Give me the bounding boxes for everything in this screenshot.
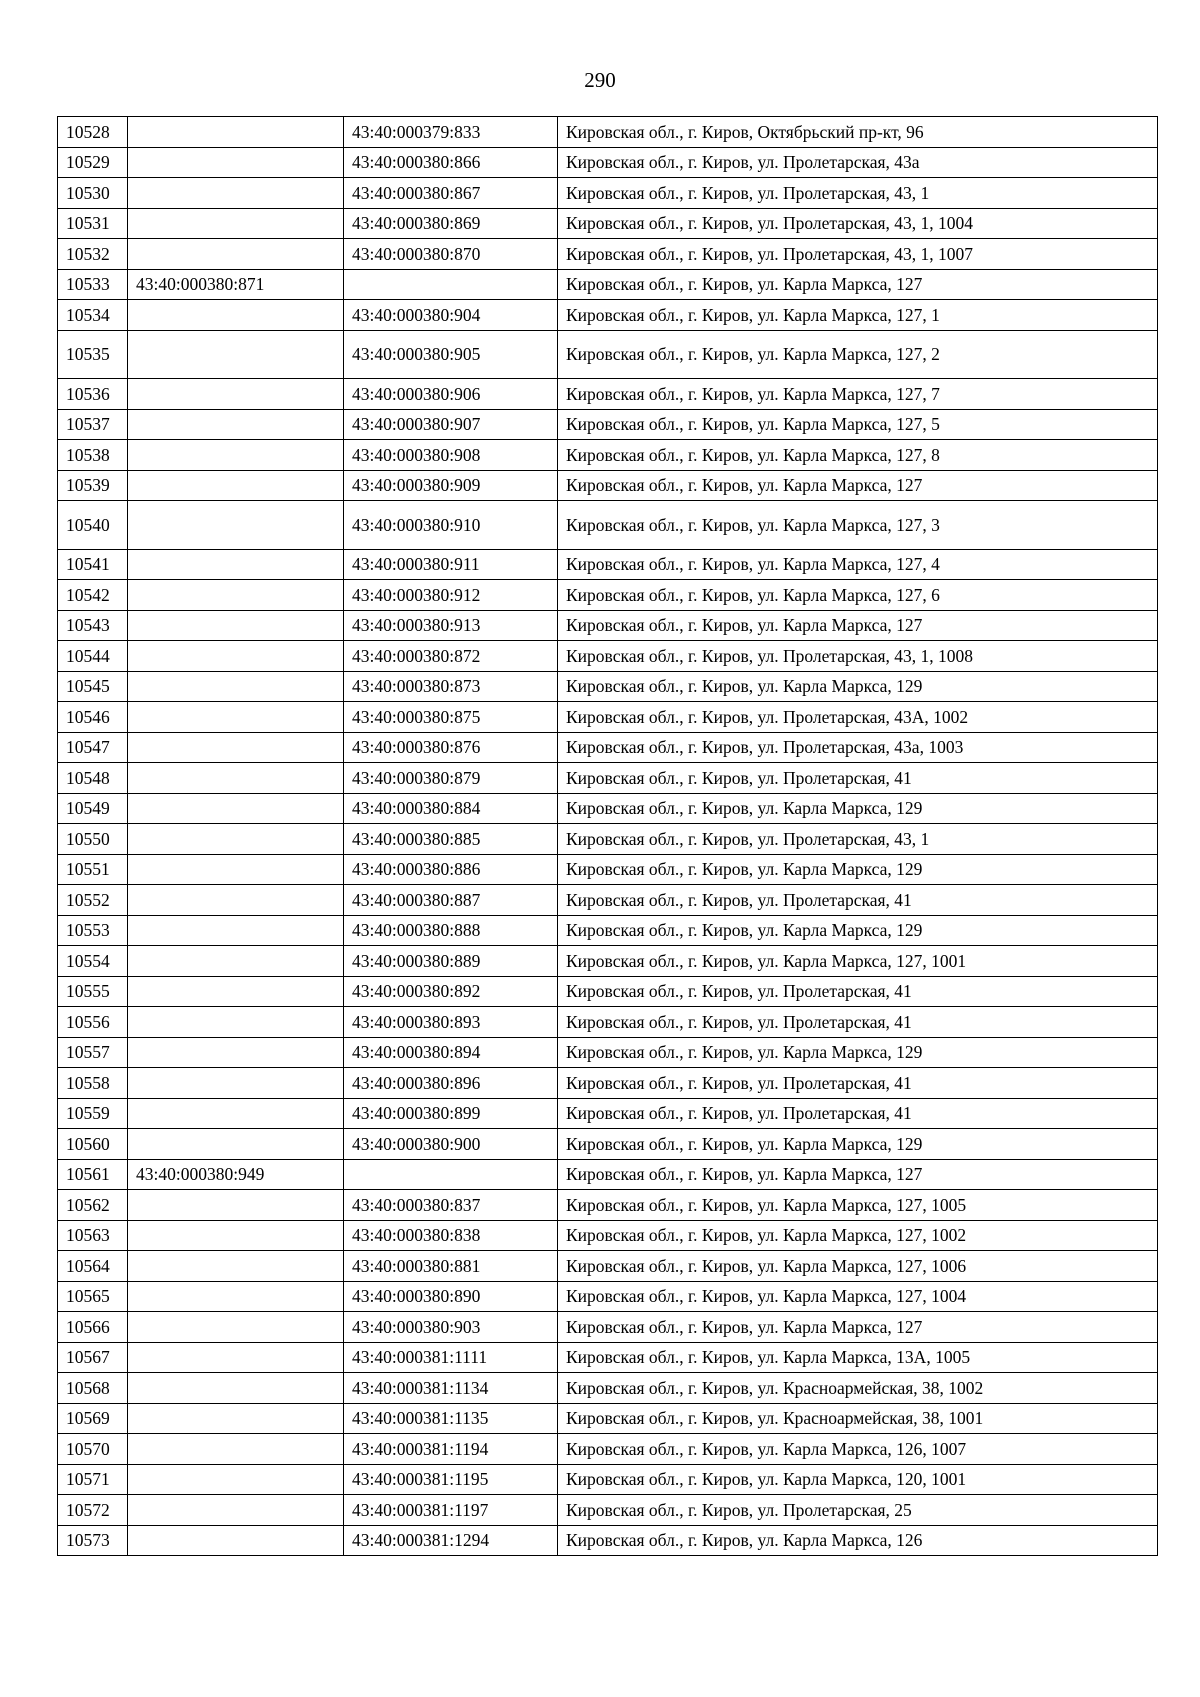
table-row bbox=[58, 208, 1158, 239]
row-number-cell: 10552 bbox=[58, 885, 128, 916]
object-cadastral-number-cell: 43:40:000380:907 bbox=[344, 409, 558, 440]
address-cell: Кировская обл., г. Киров, ул. Пролетарская, 41 bbox=[558, 976, 1158, 1007]
table-row bbox=[58, 1281, 1158, 1312]
row-number-cell: 10550 bbox=[58, 824, 128, 855]
building-cadastral-number-cell bbox=[128, 763, 344, 794]
row-number-cell: 10570 bbox=[58, 1434, 128, 1465]
address-cell: Кировская обл., г. Киров, ул. Карла Маркса, 127, 8 bbox=[558, 440, 1158, 471]
address-cell: Кировская обл., г. Киров, ул. Карла Маркса, 129 bbox=[558, 854, 1158, 885]
table-row bbox=[58, 671, 1158, 702]
building-cadastral-number-cell bbox=[128, 1312, 344, 1343]
row-number-cell: 10553 bbox=[58, 915, 128, 946]
row-number-cell: 10539 bbox=[58, 470, 128, 501]
object-cadastral-number-cell: 43:40:000380:873 bbox=[344, 671, 558, 702]
object-cadastral-number-cell: 43:40:000380:905 bbox=[344, 330, 558, 379]
table-row bbox=[58, 1312, 1158, 1343]
table-row bbox=[58, 1373, 1158, 1404]
page-number: 290 bbox=[584, 68, 616, 92]
row-number-cell: 10557 bbox=[58, 1037, 128, 1068]
table-row bbox=[58, 239, 1158, 270]
building-cadastral-number-cell: 43:40:000380:871 bbox=[128, 269, 344, 300]
building-cadastral-number-cell bbox=[128, 330, 344, 379]
building-cadastral-number-cell bbox=[128, 915, 344, 946]
row-number-cell: 10567 bbox=[58, 1342, 128, 1373]
object-cadastral-number-cell: 43:40:000380:875 bbox=[344, 702, 558, 733]
row-number-cell: 10571 bbox=[58, 1464, 128, 1495]
row-number-cell: 10549 bbox=[58, 793, 128, 824]
address-cell: Кировская обл., г. Киров, ул. Пролетарская, 43, 1, 1007 bbox=[558, 239, 1158, 270]
building-cadastral-number-cell bbox=[128, 147, 344, 178]
object-cadastral-number-cell: 43:40:000380:837 bbox=[344, 1190, 558, 1221]
building-cadastral-number-cell bbox=[128, 824, 344, 855]
table-row bbox=[58, 1159, 1158, 1190]
table-row bbox=[58, 549, 1158, 580]
table-row bbox=[58, 732, 1158, 763]
object-cadastral-number-cell: 43:40:000380:867 bbox=[344, 178, 558, 209]
address-cell: Кировская обл., г. Киров, ул. Карла Маркса, 127, 1004 bbox=[558, 1281, 1158, 1312]
building-cadastral-number-cell bbox=[128, 671, 344, 702]
building-cadastral-number-cell bbox=[128, 470, 344, 501]
address-cell: Кировская обл., г. Киров, ул. Карла Маркса, 127, 3 bbox=[558, 501, 1158, 550]
building-cadastral-number-cell bbox=[128, 208, 344, 239]
object-cadastral-number-cell: 43:40:000380:906 bbox=[344, 379, 558, 410]
building-cadastral-number-cell bbox=[128, 239, 344, 270]
address-cell: Кировская обл., г. Киров, ул. Карла Маркса, 127, 1 bbox=[558, 300, 1158, 331]
row-number-cell: 10559 bbox=[58, 1098, 128, 1129]
table-row bbox=[58, 501, 1158, 550]
table-row bbox=[58, 470, 1158, 501]
row-number-cell: 10564 bbox=[58, 1251, 128, 1282]
address-cell: Кировская обл., г. Киров, ул. Карла Маркса, 127 bbox=[558, 610, 1158, 641]
object-cadastral-number-cell: 43:40:000380:908 bbox=[344, 440, 558, 471]
address-cell: Кировская обл., г. Киров, ул. Карла Маркса, 127, 1002 bbox=[558, 1220, 1158, 1251]
table-row bbox=[58, 330, 1158, 379]
table-row bbox=[58, 409, 1158, 440]
row-number-cell: 10532 bbox=[58, 239, 128, 270]
table-row bbox=[58, 178, 1158, 209]
object-cadastral-number-cell: 43:40:000380:894 bbox=[344, 1037, 558, 1068]
table-row bbox=[58, 915, 1158, 946]
building-cadastral-number-cell bbox=[128, 1434, 344, 1465]
table-row bbox=[58, 379, 1158, 410]
building-cadastral-number-cell bbox=[128, 854, 344, 885]
object-cadastral-number-cell: 43:40:000380:889 bbox=[344, 946, 558, 977]
address-cell: Кировская обл., г. Киров, ул. Карла Маркса, 127, 4 bbox=[558, 549, 1158, 580]
table-row bbox=[58, 1220, 1158, 1251]
address-cell: Кировская обл., г. Киров, ул. Карла Маркса, 129 bbox=[558, 1129, 1158, 1160]
building-cadastral-number-cell bbox=[128, 580, 344, 611]
building-cadastral-number-cell bbox=[128, 1525, 344, 1556]
row-number-cell: 10545 bbox=[58, 671, 128, 702]
address-cell: Кировская обл., г. Киров, ул. Пролетарская, 41 bbox=[558, 1068, 1158, 1099]
object-cadastral-number-cell: 43:40:000380:887 bbox=[344, 885, 558, 916]
row-number-cell: 10528 bbox=[58, 117, 128, 148]
object-cadastral-number-cell: 43:40:000380:892 bbox=[344, 976, 558, 1007]
row-number-cell: 10572 bbox=[58, 1495, 128, 1526]
address-cell: Кировская обл., г. Киров, Октябрьский пр-кт, 96 bbox=[558, 117, 1158, 148]
address-cell: Кировская обл., г. Киров, ул. Карла Маркса, 120, 1001 bbox=[558, 1464, 1158, 1495]
row-number-cell: 10537 bbox=[58, 409, 128, 440]
row-number-cell: 10546 bbox=[58, 702, 128, 733]
table-row bbox=[58, 1129, 1158, 1160]
object-cadastral-number-cell bbox=[344, 269, 558, 300]
building-cadastral-number-cell bbox=[128, 793, 344, 824]
building-cadastral-number-cell bbox=[128, 1403, 344, 1434]
table-row bbox=[58, 1190, 1158, 1221]
row-number-cell: 10538 bbox=[58, 440, 128, 471]
table-row bbox=[58, 1495, 1158, 1526]
building-cadastral-number-cell bbox=[128, 702, 344, 733]
building-cadastral-number-cell bbox=[128, 379, 344, 410]
row-number-cell: 10543 bbox=[58, 610, 128, 641]
object-cadastral-number-cell: 43:40:000380:909 bbox=[344, 470, 558, 501]
table-row bbox=[58, 1464, 1158, 1495]
row-number-cell: 10563 bbox=[58, 1220, 128, 1251]
address-cell: Кировская обл., г. Киров, ул. Красноармейская, 38, 1002 bbox=[558, 1373, 1158, 1404]
building-cadastral-number-cell bbox=[128, 946, 344, 977]
table-row bbox=[58, 763, 1158, 794]
table-row bbox=[58, 1068, 1158, 1099]
row-number-cell: 10566 bbox=[58, 1312, 128, 1343]
row-number-cell: 10554 bbox=[58, 946, 128, 977]
row-number-cell: 10536 bbox=[58, 379, 128, 410]
building-cadastral-number-cell: 43:40:000380:949 bbox=[128, 1159, 344, 1190]
object-cadastral-number-cell: 43:40:000379:833 bbox=[344, 117, 558, 148]
address-cell: Кировская обл., г. Киров, ул. Пролетарская, 41 bbox=[558, 1098, 1158, 1129]
object-cadastral-number-cell: 43:40:000381:1197 bbox=[344, 1495, 558, 1526]
table-row bbox=[58, 824, 1158, 855]
row-number-cell: 10529 bbox=[58, 147, 128, 178]
table-row bbox=[58, 946, 1158, 977]
table-row bbox=[58, 1037, 1158, 1068]
building-cadastral-number-cell bbox=[128, 549, 344, 580]
table-row bbox=[58, 440, 1158, 471]
row-number-cell: 10573 bbox=[58, 1525, 128, 1556]
table-row bbox=[58, 1525, 1158, 1556]
address-cell: Кировская обл., г. Киров, ул. Пролетарская, 43, 1, 1004 bbox=[558, 208, 1158, 239]
address-cell: Кировская обл., г. Киров, ул. Пролетарская, 41 bbox=[558, 885, 1158, 916]
address-cell: Кировская обл., г. Киров, ул. Пролетарская, 43, 1, 1008 bbox=[558, 641, 1158, 672]
table-row bbox=[58, 1098, 1158, 1129]
building-cadastral-number-cell bbox=[128, 1495, 344, 1526]
building-cadastral-number-cell bbox=[128, 1251, 344, 1282]
table-row bbox=[58, 269, 1158, 300]
object-cadastral-number-cell: 43:40:000380:872 bbox=[344, 641, 558, 672]
address-cell: Кировская обл., г. Киров, ул. Пролетарская, 41 bbox=[558, 763, 1158, 794]
table-row bbox=[58, 117, 1158, 148]
building-cadastral-number-cell bbox=[128, 178, 344, 209]
object-cadastral-number-cell: 43:40:000380:899 bbox=[344, 1098, 558, 1129]
building-cadastral-number-cell bbox=[128, 409, 344, 440]
building-cadastral-number-cell bbox=[128, 1220, 344, 1251]
address-cell: Кировская обл., г. Киров, ул. Карла Маркса, 126, 1007 bbox=[558, 1434, 1158, 1465]
row-number-cell: 10565 bbox=[58, 1281, 128, 1312]
address-cell: Кировская обл., г. Киров, ул. Карла Маркса, 127, 1006 bbox=[558, 1251, 1158, 1282]
address-cell: Кировская обл., г. Киров, ул. Красноармейская, 38, 1001 bbox=[558, 1403, 1158, 1434]
table-row bbox=[58, 1403, 1158, 1434]
object-cadastral-number-cell: 43:40:000380:869 bbox=[344, 208, 558, 239]
object-cadastral-number-cell: 43:40:000381:1111 bbox=[344, 1342, 558, 1373]
row-number-cell: 10569 bbox=[58, 1403, 128, 1434]
row-number-cell: 10561 bbox=[58, 1159, 128, 1190]
object-cadastral-number-cell: 43:40:000380:911 bbox=[344, 549, 558, 580]
building-cadastral-number-cell bbox=[128, 1342, 344, 1373]
row-number-cell: 10541 bbox=[58, 549, 128, 580]
row-number-cell: 10548 bbox=[58, 763, 128, 794]
address-cell: Кировская обл., г. Киров, ул. Карла Маркса, 127 bbox=[558, 269, 1158, 300]
registry-table-body bbox=[58, 117, 1158, 1556]
building-cadastral-number-cell bbox=[128, 1281, 344, 1312]
building-cadastral-number-cell bbox=[128, 1098, 344, 1129]
row-number-cell: 10533 bbox=[58, 269, 128, 300]
address-cell: Кировская обл., г. Киров, ул. Карла Маркса, 127 bbox=[558, 1159, 1158, 1190]
address-cell: Кировская обл., г. Киров, ул. Карла Маркса, 127, 7 bbox=[558, 379, 1158, 410]
address-cell: Кировская обл., г. Киров, ул. Карла Маркса, 127, 1001 bbox=[558, 946, 1158, 977]
table-row bbox=[58, 702, 1158, 733]
table-row bbox=[58, 641, 1158, 672]
building-cadastral-number-cell bbox=[128, 732, 344, 763]
object-cadastral-number-cell: 43:40:000380:900 bbox=[344, 1129, 558, 1160]
address-cell: Кировская обл., г. Киров, ул. Пролетарская, 25 bbox=[558, 1495, 1158, 1526]
address-cell: Кировская обл., г. Киров, ул. Пролетарская, 41 bbox=[558, 1007, 1158, 1038]
object-cadastral-number-cell: 43:40:000380:885 bbox=[344, 824, 558, 855]
object-cadastral-number-cell: 43:40:000380:888 bbox=[344, 915, 558, 946]
object-cadastral-number-cell: 43:40:000381:1294 bbox=[344, 1525, 558, 1556]
object-cadastral-number-cell: 43:40:000380:884 bbox=[344, 793, 558, 824]
building-cadastral-number-cell bbox=[128, 1190, 344, 1221]
address-cell: Кировская обл., г. Киров, ул. Карла Маркса, 129 bbox=[558, 1037, 1158, 1068]
address-cell: Кировская обл., г. Киров, ул. Пролетарская, 43а, 1003 bbox=[558, 732, 1158, 763]
table-row bbox=[58, 793, 1158, 824]
table-row bbox=[58, 1342, 1158, 1373]
building-cadastral-number-cell bbox=[128, 1007, 344, 1038]
building-cadastral-number-cell bbox=[128, 885, 344, 916]
building-cadastral-number-cell bbox=[128, 501, 344, 550]
address-cell: Кировская обл., г. Киров, ул. Пролетарская, 43а bbox=[558, 147, 1158, 178]
row-number-cell: 10534 bbox=[58, 300, 128, 331]
address-cell: Кировская обл., г. Киров, ул. Карла Маркса, 127, 1005 bbox=[558, 1190, 1158, 1221]
object-cadastral-number-cell: 43:40:000380:890 bbox=[344, 1281, 558, 1312]
row-number-cell: 10562 bbox=[58, 1190, 128, 1221]
building-cadastral-number-cell bbox=[128, 440, 344, 471]
object-cadastral-number-cell bbox=[344, 1159, 558, 1190]
object-cadastral-number-cell: 43:40:000380:838 bbox=[344, 1220, 558, 1251]
table-row bbox=[58, 1251, 1158, 1282]
object-cadastral-number-cell: 43:40:000380:876 bbox=[344, 732, 558, 763]
registry-table bbox=[57, 116, 1158, 1556]
object-cadastral-number-cell: 43:40:000381:1195 bbox=[344, 1464, 558, 1495]
address-cell: Кировская обл., г. Киров, ул. Пролетарская, 43, 1 bbox=[558, 824, 1158, 855]
row-number-cell: 10560 bbox=[58, 1129, 128, 1160]
row-number-cell: 10530 bbox=[58, 178, 128, 209]
object-cadastral-number-cell: 43:40:000381:1134 bbox=[344, 1373, 558, 1404]
building-cadastral-number-cell bbox=[128, 1068, 344, 1099]
object-cadastral-number-cell: 43:40:000380:893 bbox=[344, 1007, 558, 1038]
object-cadastral-number-cell: 43:40:000380:886 bbox=[344, 854, 558, 885]
object-cadastral-number-cell: 43:40:000380:896 bbox=[344, 1068, 558, 1099]
address-cell: Кировская обл., г. Киров, ул. Пролетарская, 43А, 1002 bbox=[558, 702, 1158, 733]
object-cadastral-number-cell: 43:40:000380:913 bbox=[344, 610, 558, 641]
table-row bbox=[58, 885, 1158, 916]
building-cadastral-number-cell bbox=[128, 300, 344, 331]
building-cadastral-number-cell bbox=[128, 641, 344, 672]
table-row bbox=[58, 147, 1158, 178]
row-number-cell: 10555 bbox=[58, 976, 128, 1007]
row-number-cell: 10556 bbox=[58, 1007, 128, 1038]
building-cadastral-number-cell bbox=[128, 117, 344, 148]
object-cadastral-number-cell: 43:40:000380:879 bbox=[344, 763, 558, 794]
row-number-cell: 10540 bbox=[58, 501, 128, 550]
object-cadastral-number-cell: 43:40:000380:870 bbox=[344, 239, 558, 270]
table-row bbox=[58, 580, 1158, 611]
table-row bbox=[58, 1434, 1158, 1465]
address-cell: Кировская обл., г. Киров, ул. Карла Маркса, 129 bbox=[558, 915, 1158, 946]
table-row bbox=[58, 976, 1158, 1007]
table-row bbox=[58, 854, 1158, 885]
building-cadastral-number-cell bbox=[128, 1373, 344, 1404]
row-number-cell: 10544 bbox=[58, 641, 128, 672]
row-number-cell: 10542 bbox=[58, 580, 128, 611]
building-cadastral-number-cell bbox=[128, 610, 344, 641]
object-cadastral-number-cell: 43:40:000381:1135 bbox=[344, 1403, 558, 1434]
object-cadastral-number-cell: 43:40:000380:881 bbox=[344, 1251, 558, 1282]
row-number-cell: 10551 bbox=[58, 854, 128, 885]
table-row bbox=[58, 1007, 1158, 1038]
address-cell: Кировская обл., г. Киров, ул. Карла Маркса, 127 bbox=[558, 1312, 1158, 1343]
address-cell: Кировская обл., г. Киров, ул. Карла Маркса, 127, 2 bbox=[558, 330, 1158, 379]
building-cadastral-number-cell bbox=[128, 976, 344, 1007]
row-number-cell: 10535 bbox=[58, 330, 128, 379]
building-cadastral-number-cell bbox=[128, 1464, 344, 1495]
address-cell: Кировская обл., г. Киров, ул. Карла Маркса, 129 bbox=[558, 793, 1158, 824]
building-cadastral-number-cell bbox=[128, 1129, 344, 1160]
building-cadastral-number-cell bbox=[128, 1037, 344, 1068]
object-cadastral-number-cell: 43:40:000381:1194 bbox=[344, 1434, 558, 1465]
object-cadastral-number-cell: 43:40:000380:904 bbox=[344, 300, 558, 331]
object-cadastral-number-cell: 43:40:000380:912 bbox=[344, 580, 558, 611]
row-number-cell: 10531 bbox=[58, 208, 128, 239]
row-number-cell: 10558 bbox=[58, 1068, 128, 1099]
object-cadastral-number-cell: 43:40:000380:910 bbox=[344, 501, 558, 550]
table-row bbox=[58, 610, 1158, 641]
row-number-cell: 10547 bbox=[58, 732, 128, 763]
address-cell: Кировская обл., г. Киров, ул. Пролетарская, 43, 1 bbox=[558, 178, 1158, 209]
address-cell: Кировская обл., г. Киров, ул. Карла Маркса, 127, 5 bbox=[558, 409, 1158, 440]
address-cell: Кировская обл., г. Киров, ул. Карла Маркса, 127, 6 bbox=[558, 580, 1158, 611]
address-cell: Кировская обл., г. Киров, ул. Карла Маркса, 127 bbox=[558, 470, 1158, 501]
table-row bbox=[58, 300, 1158, 331]
address-cell: Кировская обл., г. Киров, ул. Карла Маркса, 129 bbox=[558, 671, 1158, 702]
object-cadastral-number-cell: 43:40:000380:903 bbox=[344, 1312, 558, 1343]
address-cell: Кировская обл., г. Киров, ул. Карла Маркса, 126 bbox=[558, 1525, 1158, 1556]
object-cadastral-number-cell: 43:40:000380:866 bbox=[344, 147, 558, 178]
address-cell: Кировская обл., г. Киров, ул. Карла Маркса, 13А, 1005 bbox=[558, 1342, 1158, 1373]
row-number-cell: 10568 bbox=[58, 1373, 128, 1404]
